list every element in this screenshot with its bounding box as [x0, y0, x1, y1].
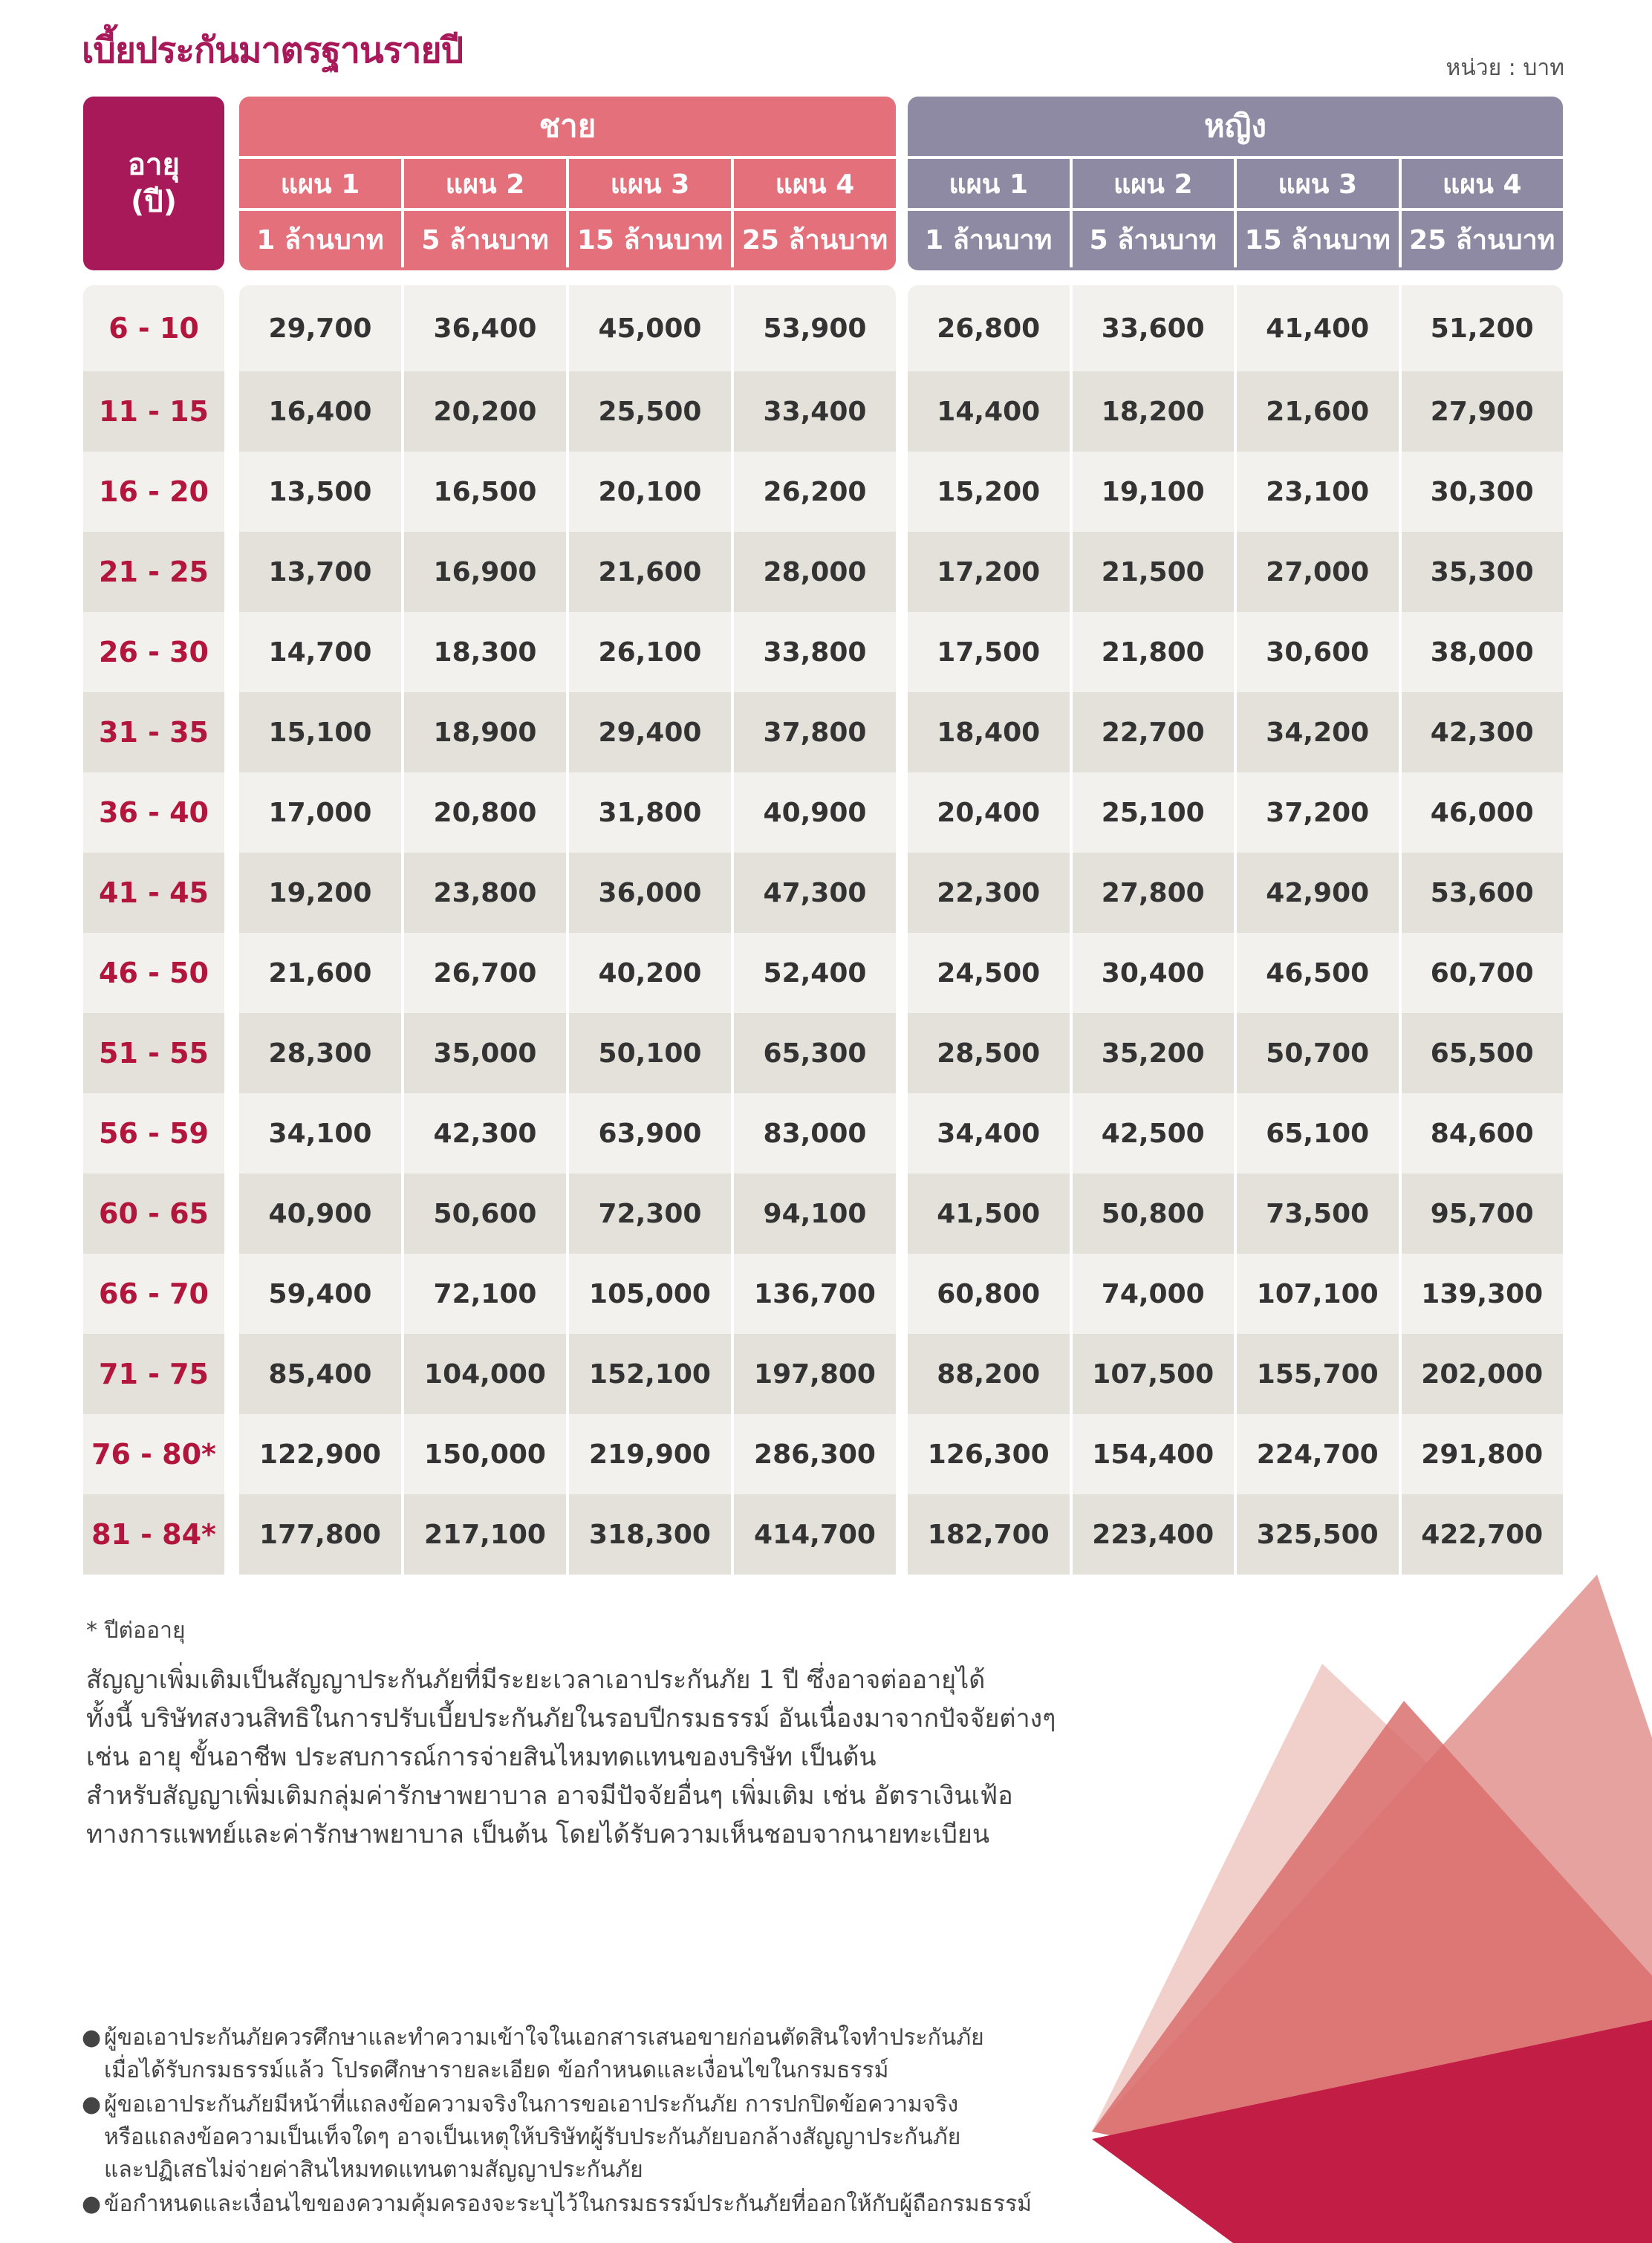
age-row: [83, 1254, 224, 1334]
unit-label: หน่วย : บาท: [1446, 55, 1564, 81]
female-premium-cell: 46,000: [1430, 797, 1534, 828]
female-premium-cell: 18,200: [1073, 371, 1238, 452]
female-table-row: [908, 853, 1563, 933]
female-premium-cell: 15,200: [908, 452, 1073, 532]
female-premium-cell: 21,800: [1073, 612, 1238, 692]
bullet-icon: ●: [82, 2091, 102, 2117]
male-premium-cell: 72,100: [404, 1254, 569, 1334]
note-line: เมื่อได้รับกรมธรรม์แล้ว โปรดศึกษารายละเอียด ข้อกำหนดและเงื่อนไขในกรมธรรม์: [104, 2057, 889, 2083]
female-table-row: [908, 532, 1563, 612]
female-amount-1: 1 ล้านบาท: [908, 211, 1073, 267]
female-premium-cell: 14,400: [908, 371, 1073, 452]
male-premium-cell: 50,100: [569, 1013, 734, 1093]
age-range: 16 - 20: [99, 475, 209, 508]
male-table-row: [239, 1093, 896, 1173]
age-row: [83, 532, 224, 612]
bullet-icon: ●: [82, 2025, 102, 2051]
male-premium-cell: 50,600: [404, 1173, 569, 1254]
female-premium-cell: 42,300: [1430, 717, 1534, 748]
age-row: [83, 452, 224, 532]
decorative-shapes: [1084, 1560, 1652, 2243]
female-plan-row: [908, 159, 1563, 211]
male-premium-cell: 177,800: [239, 1494, 404, 1575]
female-premium-cell: 26,800: [908, 285, 1073, 371]
male-plan-3: แผน 3: [569, 159, 734, 208]
footnote: * ปีต่ออายุ: [86, 1618, 186, 1644]
female-premium-cell: 107,100: [1237, 1254, 1402, 1334]
female-table-row: [908, 692, 1563, 772]
male-table-row: [239, 1414, 896, 1494]
male-premium-cell: 217,100: [404, 1494, 569, 1575]
male-plan-4: แผน 4: [775, 169, 855, 200]
female-premium-cell: 65,100: [1237, 1093, 1402, 1173]
male-premium-cell: 286,300: [754, 1439, 876, 1470]
male-premium-cell: 18,300: [404, 612, 569, 692]
female-premium-cell: 42,900: [1237, 853, 1402, 933]
age-row: [83, 933, 224, 1013]
male-amount-1: 1 ล้านบาท: [239, 211, 404, 267]
note-item: [82, 2089, 1047, 2187]
disclaimer-paragraph: [86, 1661, 1056, 1854]
female-premium-cell: 50,800: [1073, 1173, 1238, 1254]
female-amount-3: 15 ล้านบาท: [1237, 211, 1402, 267]
female-premium-cell: 325,500: [1237, 1494, 1402, 1575]
female-premium-cell: 30,400: [1073, 933, 1238, 1013]
age-row: [83, 612, 224, 692]
female-premium-cell: 17,200: [908, 532, 1073, 612]
male-premium-cell: 18,900: [404, 692, 569, 772]
male-premium-cell: 21,600: [239, 933, 404, 1013]
male-premium-cell: 36,000: [569, 853, 734, 933]
note-line: ข้อกำหนดและเงื่อนไขของความคุ้มครองจะระบุไว้ในกรมธรรม์ประกันภัยที่ออกให้กับผู้ถือกรมธรรม์: [104, 2191, 1032, 2217]
female-premium-cell: 422,700: [1421, 1519, 1544, 1550]
female-premium-cell: 25,100: [1073, 772, 1238, 853]
male-premium-cell: 34,100: [239, 1093, 404, 1173]
male-premium-cell: 42,300: [404, 1093, 569, 1173]
female-plan-2: แผน 2: [1073, 159, 1238, 208]
female-premium-cell: 50,700: [1237, 1013, 1402, 1093]
age-column-header: [83, 97, 224, 270]
female-premium-cell: 34,200: [1237, 692, 1402, 772]
male-premium-cell: 20,200: [404, 371, 569, 452]
female-premium-cell: 18,400: [908, 692, 1073, 772]
male-amount-3: 15 ล้านบาท: [569, 211, 734, 267]
male-premium-cell: 104,000: [404, 1334, 569, 1414]
female-premium-cell: 51,200: [1430, 313, 1534, 344]
male-premium-cell: 45,000: [569, 285, 734, 371]
female-plan-4: แผน 4: [1443, 169, 1522, 200]
female-table-row: [908, 1013, 1563, 1093]
female-table-row: [908, 1334, 1563, 1414]
male-plan-2: แผน 2: [404, 159, 569, 208]
female-premium-table: [908, 285, 1563, 1583]
male-table-row: [239, 371, 896, 452]
female-premium-cell: 60,700: [1430, 957, 1534, 989]
male-premium-cell: 105,000: [569, 1254, 734, 1334]
female-premium-cell: 28,500: [908, 1013, 1073, 1093]
age-range: 36 - 40: [99, 796, 209, 829]
male-premium-cell: 40,200: [569, 933, 734, 1013]
male-premium-cell: 52,400: [763, 957, 867, 989]
female-premium-cell: 34,400: [908, 1093, 1073, 1173]
paragraph-line: สัญญาเพิ่มเติมเป็นสัญญาประกันภัยที่มีระยะเวลาเอาประกันภัย 1 ปี ซึ่งอาจต่ออายุได้: [86, 1665, 986, 1695]
female-premium-cell: 182,700: [908, 1494, 1073, 1575]
female-premium-cell: 17,500: [908, 612, 1073, 692]
age-range: 60 - 65: [99, 1197, 209, 1230]
bullet-icon: ●: [82, 2191, 102, 2217]
male-premium-cell: 25,500: [569, 371, 734, 452]
age-range: 31 - 35: [99, 716, 209, 749]
age-range: 6 - 10: [108, 312, 199, 345]
male-table-row: [239, 853, 896, 933]
female-amount-row: [908, 211, 1563, 267]
male-premium-cell: 72,300: [569, 1173, 734, 1254]
male-table-row: [239, 772, 896, 853]
male-premium-cell: 23,800: [404, 853, 569, 933]
female-table-row: [908, 371, 1563, 452]
female-premium-cell: 53,600: [1430, 877, 1534, 908]
male-table-row: [239, 532, 896, 612]
male-table-row: [239, 1254, 896, 1334]
female-table-row: [908, 1093, 1563, 1173]
age-row: [83, 1414, 224, 1494]
female-premium-cell: 60,800: [908, 1254, 1073, 1334]
note-line: ผู้ขอเอาประกันภัยควรศึกษาและทำความเข้าใจในเอกสารเสนอขายก่อนตัดสินใจทำประกันภัย: [104, 2025, 984, 2051]
female-premium-cell: 21,600: [1237, 371, 1402, 452]
male-premium-cell: 197,800: [754, 1358, 876, 1390]
female-premium-cell: 27,900: [1430, 396, 1534, 427]
age-range: 81 - 84*: [91, 1518, 216, 1551]
male-premium-cell: 28,300: [239, 1013, 404, 1093]
female-premium-cell: 35,200: [1073, 1013, 1238, 1093]
male-premium-cell: 83,000: [763, 1118, 867, 1149]
male-plan-1: แผน 1: [239, 159, 404, 208]
male-premium-cell: 152,100: [569, 1334, 734, 1414]
female-premium-cell: 42,500: [1073, 1093, 1238, 1173]
male-table-row: [239, 1494, 896, 1575]
female-premium-cell: 41,400: [1237, 285, 1402, 371]
male-premium-cell: 150,000: [404, 1414, 569, 1494]
male-group-title: ชาย: [239, 97, 896, 159]
age-row: [83, 1093, 224, 1173]
age-range: 21 - 25: [99, 556, 209, 588]
female-premium-cell: 20,400: [908, 772, 1073, 853]
male-amount-row: [239, 211, 896, 267]
female-premium-cell: 107,500: [1073, 1334, 1238, 1414]
female-table-row: [908, 612, 1563, 692]
age-row: [83, 853, 224, 933]
male-group-header: [239, 97, 896, 270]
male-premium-cell: 19,200: [239, 853, 404, 933]
male-premium-cell: 414,700: [754, 1519, 876, 1550]
note-line: และปฏิเสธไม่จ่ายค่าสินไหมทดแทนตามสัญญาประกันภัย: [104, 2157, 643, 2183]
male-premium-cell: 21,600: [569, 532, 734, 612]
male-premium-cell: 16,500: [404, 452, 569, 532]
female-premium-cell: 30,300: [1430, 476, 1534, 507]
paragraph-line: สำหรับสัญญาเพิ่มเติมกลุ่มค่ารักษาพยาบาล อาจมีปัจจัยอื่นๆ เพิ่มเติม เช่น อัตราเงินเฟ้อ: [86, 1781, 1013, 1811]
female-premium-cell: 38,000: [1430, 637, 1534, 668]
female-premium-cell: 65,500: [1430, 1038, 1534, 1069]
note-item: [82, 2022, 1047, 2087]
paragraph-line: ทางการแพทย์และค่ารักษาพยาบาล เป็นต้น โดยได้รับความเห็นชอบจากนายทะเบียน: [86, 1820, 990, 1849]
female-table-row: [908, 452, 1563, 532]
female-premium-cell: 24,500: [908, 933, 1073, 1013]
male-premium-cell: 47,300: [763, 877, 867, 908]
age-range: 51 - 55: [99, 1037, 209, 1070]
male-premium-cell: 28,000: [763, 556, 867, 587]
male-premium-cell: 20,800: [404, 772, 569, 853]
male-table-row: [239, 692, 896, 772]
female-premium-cell: 27,000: [1237, 532, 1402, 612]
male-table-row: [239, 612, 896, 692]
female-amount-4: 25 ล้านบาท: [1409, 224, 1555, 255]
male-premium-cell: 17,000: [239, 772, 404, 853]
female-premium-cell: 30,600: [1237, 612, 1402, 692]
age-range: 71 - 75: [99, 1358, 209, 1390]
female-premium-cell: 22,300: [908, 853, 1073, 933]
male-premium-cell: 94,100: [763, 1198, 867, 1229]
male-premium-cell: 85,400: [239, 1334, 404, 1414]
male-premium-cell: 16,400: [239, 371, 404, 452]
male-premium-cell: 31,800: [569, 772, 734, 853]
male-premium-cell: 15,100: [239, 692, 404, 772]
female-premium-cell: 35,300: [1430, 556, 1534, 587]
note-line: หรือแถลงข้อความเป็นเท็จใดๆ อาจเป็นเหตุให้บริษัทผู้รับประกันภัยบอกล้างสัญญาประกันภัย: [104, 2124, 961, 2150]
female-table-row: [908, 1254, 1563, 1334]
male-premium-cell: 29,400: [569, 692, 734, 772]
male-premium-cell: 122,900: [239, 1414, 404, 1494]
female-plan-1: แผน 1: [908, 159, 1073, 208]
male-premium-cell: 26,200: [763, 476, 867, 507]
male-table-row: [239, 1173, 896, 1254]
male-premium-table: [239, 285, 896, 1583]
male-amount-4: 25 ล้านบาท: [741, 224, 888, 255]
page-title: เบี้ยประกันมาตรฐานรายปี: [82, 30, 464, 71]
female-premium-cell: 19,100: [1073, 452, 1238, 532]
female-table-row: [908, 933, 1563, 1013]
female-premium-cell: 155,700: [1237, 1334, 1402, 1414]
female-table-row: [908, 285, 1563, 371]
female-premium-cell: 46,500: [1237, 933, 1402, 1013]
male-amount-2: 5 ล้านบาท: [404, 211, 569, 267]
female-premium-cell: 23,100: [1237, 452, 1402, 532]
female-premium-cell: 139,300: [1421, 1278, 1544, 1309]
male-table-row: [239, 1334, 896, 1414]
male-plan-row: [239, 159, 896, 211]
male-premium-cell: 40,900: [239, 1173, 404, 1254]
male-table-row: [239, 285, 896, 371]
male-premium-cell: 53,900: [763, 313, 867, 344]
male-premium-cell: 20,100: [569, 452, 734, 532]
female-premium-cell: 291,800: [1421, 1439, 1544, 1470]
female-table-row: [908, 1173, 1563, 1254]
age-range: 11 - 15: [99, 395, 209, 428]
female-premium-cell: 88,200: [908, 1334, 1073, 1414]
female-group-title: หญิง: [908, 97, 1563, 159]
age-row: [83, 1013, 224, 1093]
age-row: [83, 692, 224, 772]
female-premium-cell: 21,500: [1073, 532, 1238, 612]
male-premium-cell: 36,400: [404, 285, 569, 371]
female-plan-3: แผน 3: [1237, 159, 1402, 208]
male-premium-cell: 16,900: [404, 532, 569, 612]
age-row: [83, 1173, 224, 1254]
female-premium-cell: 202,000: [1421, 1358, 1544, 1390]
male-premium-cell: 63,900: [569, 1093, 734, 1173]
female-premium-cell: 27,800: [1073, 853, 1238, 933]
age-row: [83, 371, 224, 452]
age-range: 46 - 50: [99, 957, 209, 989]
male-premium-cell: 26,100: [569, 612, 734, 692]
age-range: 66 - 70: [99, 1277, 209, 1310]
female-premium-cell: 33,600: [1073, 285, 1238, 371]
female-premium-cell: 37,200: [1237, 772, 1402, 853]
age-header-label: อายุ: [128, 148, 180, 182]
note-item: [82, 2188, 1047, 2221]
age-row: [83, 772, 224, 853]
male-table-row: [239, 1013, 896, 1093]
age-range: 76 - 80*: [91, 1438, 216, 1471]
age-range: 26 - 30: [99, 636, 209, 668]
female-premium-cell: 73,500: [1237, 1173, 1402, 1254]
age-range: 41 - 45: [99, 876, 209, 909]
male-table-row: [239, 933, 896, 1013]
paragraph-line: เช่น อายุ ขั้นอาชีพ ประสบการณ์การจ่ายสินไหมทดแทนของบริษัท เป็นต้น: [86, 1742, 877, 1772]
paragraph-line: ทั้งนี้ บริษัทสงวนสิทธิในการปรับเบี้ยประกันภัยในรอบปีกรมธรรม์ อันเนื่องมาจากปัจจัยต่างๆ: [86, 1704, 1056, 1733]
male-premium-cell: 65,300: [763, 1038, 867, 1069]
female-premium-cell: 126,300: [908, 1414, 1073, 1494]
male-premium-cell: 136,700: [754, 1278, 876, 1309]
age-header-unit: (ปี): [131, 185, 177, 219]
female-premium-cell: 223,400: [1073, 1494, 1238, 1575]
female-table-row: [908, 772, 1563, 853]
age-row: [83, 1494, 224, 1575]
male-premium-cell: 35,000: [404, 1013, 569, 1093]
female-premium-cell: 224,700: [1237, 1414, 1402, 1494]
male-premium-cell: 37,800: [763, 717, 867, 748]
female-premium-cell: 84,600: [1430, 1118, 1534, 1149]
notes-list: [82, 2022, 1047, 2222]
male-premium-cell: 26,700: [404, 933, 569, 1013]
male-premium-cell: 318,300: [569, 1494, 734, 1575]
female-premium-cell: 22,700: [1073, 692, 1238, 772]
female-premium-cell: 95,700: [1430, 1198, 1534, 1229]
female-table-row: [908, 1414, 1563, 1494]
male-premium-cell: 40,900: [763, 797, 867, 828]
male-premium-cell: 219,900: [569, 1414, 734, 1494]
female-premium-cell: 154,400: [1073, 1414, 1238, 1494]
male-premium-cell: 14,700: [239, 612, 404, 692]
female-premium-cell: 74,000: [1073, 1254, 1238, 1334]
male-premium-cell: 13,500: [239, 452, 404, 532]
male-table-row: [239, 452, 896, 532]
male-premium-cell: 59,400: [239, 1254, 404, 1334]
note-line: ผู้ขอเอาประกันภัยมีหน้าที่แถลงข้อความจริงในการขอเอาประกันภัย การปกปิดข้อความจริง: [104, 2091, 959, 2117]
age-column: [83, 285, 224, 1583]
female-group-header: [908, 97, 1563, 270]
female-amount-2: 5 ล้านบาท: [1073, 211, 1238, 267]
age-row: [83, 285, 224, 371]
male-premium-cell: 33,400: [763, 396, 867, 427]
male-premium-cell: 29,700: [239, 285, 404, 371]
male-premium-cell: 13,700: [239, 532, 404, 612]
female-premium-cell: 41,500: [908, 1173, 1073, 1254]
male-premium-cell: 33,800: [763, 637, 867, 668]
age-range: 56 - 59: [99, 1117, 209, 1150]
age-row: [83, 1334, 224, 1414]
